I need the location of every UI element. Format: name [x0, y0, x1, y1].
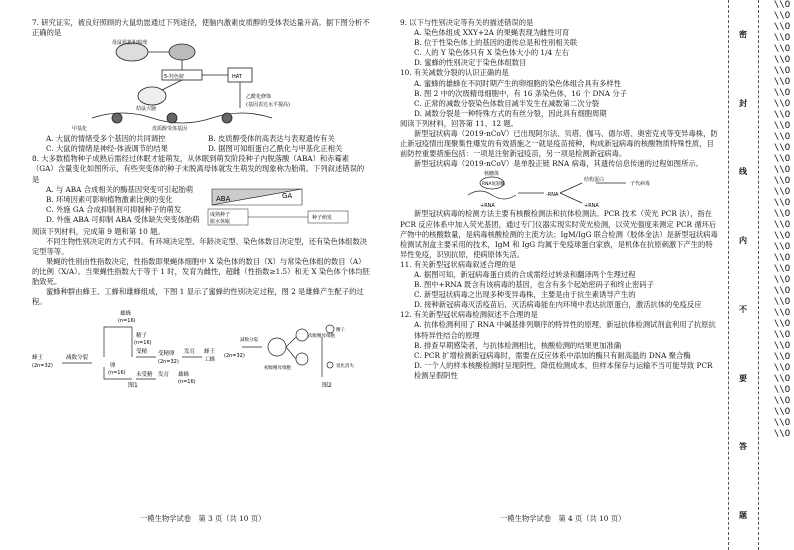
fig1-queen-n: (2n=32) — [32, 363, 53, 370]
q7-option-c[interactable]: C. 大鼠的情绪是神经-体液调节的结果 — [46, 144, 168, 154]
q8-aba-label: ABA — [216, 194, 231, 203]
fig1-develop: 发育 — [184, 349, 196, 356]
fig2-caption: 图2 — [322, 382, 332, 390]
q8-ga-label: GA — [282, 191, 293, 200]
fig1-queen: 蜂王 — [32, 355, 44, 362]
seal-label-8: 题 — [739, 510, 747, 521]
q7-diagram — [32, 38, 370, 134]
q7-option-b[interactable]: B. 皮质醇受体的高表达与表观遗传有关 — [208, 134, 335, 144]
fig1-caption: 图1 — [128, 382, 138, 390]
right-footer: 一模生物学试卷 第 4 页（共 10 页） — [500, 514, 626, 523]
q10-option-a[interactable]: A. 蜜蜂的雄蜂在不同时期产生的卵细胞的染色体组合具有多样性 — [414, 78, 621, 88]
left-footer: 一模生物学试卷 第 3 页（共 10 页） — [140, 514, 266, 523]
fig1-drone-n: (n=16) — [118, 318, 136, 325]
left-page — [32, 18, 370, 389]
fig1-diagram — [32, 307, 370, 389]
q8-option-b[interactable]: B. 环境因素可影响植物激素比例的变化 — [46, 194, 173, 204]
q9-option-c[interactable]: C. 人的 Y 染色体只有 X 染色体大小的 1/4 左右 — [414, 48, 570, 58]
fig1-drone-bottom-n: (n=16) — [178, 379, 196, 386]
fig1-sperm-n: (n=16) — [134, 340, 152, 347]
fig1-adult-n: (2n=32) — [224, 353, 245, 360]
q7-label-serotonin: 5-羟色胺 — [164, 74, 184, 81]
cut-line-1 — [728, 0, 730, 550]
q7-label-acetyl: 乙酰化修饰 — [246, 94, 272, 101]
q7-option-d[interactable]: D. 据图可知组蛋白乙酰化与甲基化正相关 — [208, 144, 343, 154]
q12-option-b[interactable]: B. 排查早期感染者，与抗体检测相比，核酸检测的结果更加准确 — [414, 340, 622, 350]
virus-proteins: 结构蛋白 — [584, 177, 605, 184]
q8-stem: 8. 大多数植物种子成熟后需经过休眠才能萌发，从休眠到萌发阶段种子内脱落酸（ABA）和赤霉素（GA）含量变化如图所示，有些突变体的种子未脱离母体就发生萌发的现象称为胎萌。下列叙述错误的是 — [32, 154, 365, 184]
q11-stem: 11. 有关新型冠状病毒叙述合理的是 — [400, 259, 517, 269]
binding-hatch: \\O\\O\\O\\O\\O\\O\\O\\O\\O\\O\\O\\O\\O\\O\\O\\O\\O\\O\\O\\O\\O\\O\\O\\O\\O\\O\\O\\O\\O\\O\\O\\O\\O\\O\\O\\O\\O\\O\\O\\O — [773, 0, 791, 439]
q10-option-c[interactable]: C. 正常的减数分裂染色体数目减半发生在减数第二次分裂 — [414, 98, 600, 108]
q12-option-d[interactable]: D. 一个人的样本核酸检测时呈现阴性，降低检测成本，但样本保存与运输不当可能导致 PCR 检测呈假阴性 — [414, 360, 713, 380]
seal-label-6: 要 — [739, 372, 747, 383]
fig1-zygote: 受精卵 — [158, 351, 175, 358]
seal-label-4: 内 — [739, 235, 747, 246]
fig1-egg: 卵 — [110, 363, 116, 370]
q12-option-c[interactable]: C. PCR 扩增检测新冠病毒时，需要在反应体系中添加的酶只有耐高温的 DNA 聚合酶 — [414, 350, 691, 360]
seal-label-5: 不 — [739, 303, 747, 314]
q7-figure — [32, 38, 370, 134]
virus-nsp: RNA复制酶 — [482, 182, 506, 188]
fig1-sperm: 精子 — [136, 333, 148, 340]
seal-label-3: 线 — [739, 166, 747, 177]
q7-stem: 7. 研究证实，被良好照顾的大鼠幼崽通过下列途径，使脑内激素皮质醇的受体表达量升高。据下图分析不正确的是 — [32, 18, 370, 38]
q7-label-gene: 皮质醇受体基因 — [152, 126, 188, 133]
detection-paragraph: 新型冠状病毒的检测方法主要有核酸检测法和抗体检测法。PCR 技术（荧光 PCR 法），指在 PCR 反应体系中加入荧光基团，通过专门仪器实现实时荧光检测，以荧光强度来测定 PCR 循环后产物中的核酸数量，是病毒核酸检测的主流方法；IgM/IgG 联合检测（胶体金法）是新型冠状病毒检测试剂盒主要采用的技术，IgM 和 IgG 均属于免疫球蛋白家族，是机体在抗原刺激下产生的特异性免疫，识别抗原，使病原体失活。 — [400, 209, 718, 259]
fig1-worker: 工蜂 — [204, 357, 216, 364]
fig1-zygote-n: (2n=32) — [158, 359, 179, 366]
fig2-label-c: 减数分裂 — [240, 338, 258, 344]
fig1-fert: 受精 — [136, 349, 148, 356]
reading-intro: 阅读下列材料，完成第 9 题和第 10 题。 — [32, 226, 165, 236]
fig1-meiosis: 减数分裂 — [66, 355, 89, 362]
q7-options-row2 — [32, 144, 370, 154]
q11-option-a[interactable]: A. 据图可知，新冠病毒蛋白质的合成需经过转录和翻译两个生理过程 — [414, 269, 636, 279]
seal-label-2: 封 — [739, 97, 747, 108]
fig2-label-d: 精子 — [336, 328, 345, 334]
virus-diagram — [400, 169, 718, 209]
q8-right-label: 种子萌发 — [312, 214, 333, 221]
fig1-queen2: 蜂王 — [204, 349, 216, 356]
fig2-label-e: 退化消失 — [336, 364, 354, 370]
q10-option-d[interactable]: D. 减数分裂是一种特殊方式的有丝分裂，因此具有细胞周期 — [414, 108, 607, 118]
q8-option-c[interactable]: C. 外施 GA 合成抑制剂可抑制种子的萌发 — [46, 204, 182, 214]
q8-left-label2: 脱水休眠 — [210, 218, 231, 225]
reading2-p2: 新型冠状病毒（2019-nCoV）是单股正链 RNA 病毒，其遗传信息传递的过程如图所示。 — [414, 159, 703, 169]
reading2-intro: 阅读下列材料，回答第 11、12 题。 — [400, 118, 519, 128]
reading-p2: 果蝇的性别由性指数决定，性指数即果蝇体细胞中 X 染色体的数目（X）与常染色体组的数目（A）的比例（X/A）。当果蝇性指数大于等于 1 时，发育为雌性，超雌（性指数≥1.5）和无 X 染色体个体均胚胎致死。 — [32, 256, 370, 287]
reading-p3: 蜜蜂种群由蜂王、工蜂和雄蜂组成，下图 1 显示了蜜蜂的性别决定过程，图 2 是雄蜂产生配子的过程。 — [32, 287, 364, 307]
fig2-label-b: 次级精母细胞 — [308, 334, 335, 340]
q9-stem: 9. 以下与性别决定等有关的描述错误的是 — [400, 18, 534, 27]
q10-option-b[interactable]: B. 图 2 中的次级精母细胞中，有 16 条染色体，16 个 DNA 分子 — [414, 88, 627, 98]
q7-label-note: (基因表达水平提高) — [246, 102, 290, 109]
fig1-egg-n: (n=16) — [108, 370, 126, 377]
virus-figure — [400, 169, 718, 209]
q8-left-label: 成熟种子 — [210, 211, 231, 218]
q10-stem: 10. 有关减数分裂的认识正确的是 — [400, 68, 509, 78]
q7-options-row1 — [32, 134, 370, 144]
fig1-unfert: 未受精 — [136, 372, 153, 379]
virus-pos-rna: +RNA — [480, 203, 495, 210]
reading2-p1: 新型冠状病毒（2019-nCoV）已出现阿尔法、贝塔、伽马、德尔塔、奥密克戎等变异毒株，防止新冠疫情出现聚集性爆发的有效措施之一就是疫苗接种，构成新冠病毒的核酸物质特殊性质，目前防控重要措施包括：一项是注射新冠疫苗，另一项是检测新冠病毒。 — [400, 129, 718, 159]
q12-option-a[interactable]: A. 抗体检测利用了 RNA 中碱基排列顺序的特异性的原理，新冠抗体检测试剂盒利用了抗原抗体特异性结合的原理 — [414, 320, 716, 340]
q8-option-a[interactable]: A. 与 ABA 合成相关的酶基因突变可引起胎萌 — [46, 184, 194, 194]
q9-option-a[interactable]: A. 染色体组成 XXY+2A 的果蝇表现为雌性可育 — [414, 28, 570, 38]
q7-label-pup: 幼鼠大脑 — [136, 106, 157, 113]
q8-option-d[interactable]: D. 外施 ABA 可抑制 ABA 受体缺失突变体胎萌 — [46, 214, 200, 224]
virus-host: 核糖体 — [484, 171, 500, 178]
seal-line-labels — [734, 0, 752, 550]
q11-option-b[interactable]: B. 图中+RNA 既含有该病毒的基因，也含有多个起始密码子和终止密码子 — [414, 280, 654, 290]
bee-figures — [32, 307, 370, 389]
q9-option-b[interactable]: B. 位于性染色体上的基因的遗传总是和性别相关联 — [414, 38, 578, 48]
fig2-label-a: 初级精母细胞 — [264, 366, 291, 372]
cut-line-2 — [758, 0, 760, 550]
q8-options — [32, 185, 202, 227]
fig1-drone-top: 雄蜂 — [120, 311, 132, 318]
reading-p1: 不同生物性别决定的方式不同。有环境决定型、年龄决定型、染色体数目决定型，还有染色体组数决定型等等。 — [32, 236, 368, 256]
q9-option-d[interactable]: D. 蜜蜂的性别决定于染色体组数目 — [414, 58, 527, 68]
q7-label-mother: 母鼠舔舐和梳理 — [112, 40, 148, 47]
q7-option-a[interactable]: A. 大鼠的情绪受多个基因的共同调控 — [46, 134, 166, 144]
virus-pos-rna2: +RNA — [584, 203, 599, 210]
q8-figure — [202, 185, 370, 227]
q12-stem: 12. 有关新型冠状病毒检测叙述不合理的是 — [400, 310, 538, 320]
fig1-drone-bottom: 雄蜂 — [178, 372, 190, 379]
q8-body — [32, 185, 370, 227]
fig1-develop2: 发育 — [158, 372, 170, 379]
q11-option-c[interactable]: C. 新型冠状病毒之出现多种变异毒株，主要是由于抗生素诱导产生的 — [414, 290, 636, 300]
virus-assembly: 子代病毒 — [630, 181, 651, 188]
seal-label-7: 答 — [739, 441, 747, 452]
q11-option-d[interactable]: D. 接种新冠病毒灭活疫苗后，灭活病毒能在内环境中表达抗原蛋白，激活抗体的免疫反应 — [414, 300, 702, 310]
q7-label-hat: HAT — [232, 74, 242, 81]
right-page — [400, 18, 718, 381]
q7-label-methyl: 甲基化 — [72, 126, 88, 133]
virus-neg-rna: -RNA — [546, 192, 559, 199]
seal-label-1: 密 — [739, 28, 747, 39]
